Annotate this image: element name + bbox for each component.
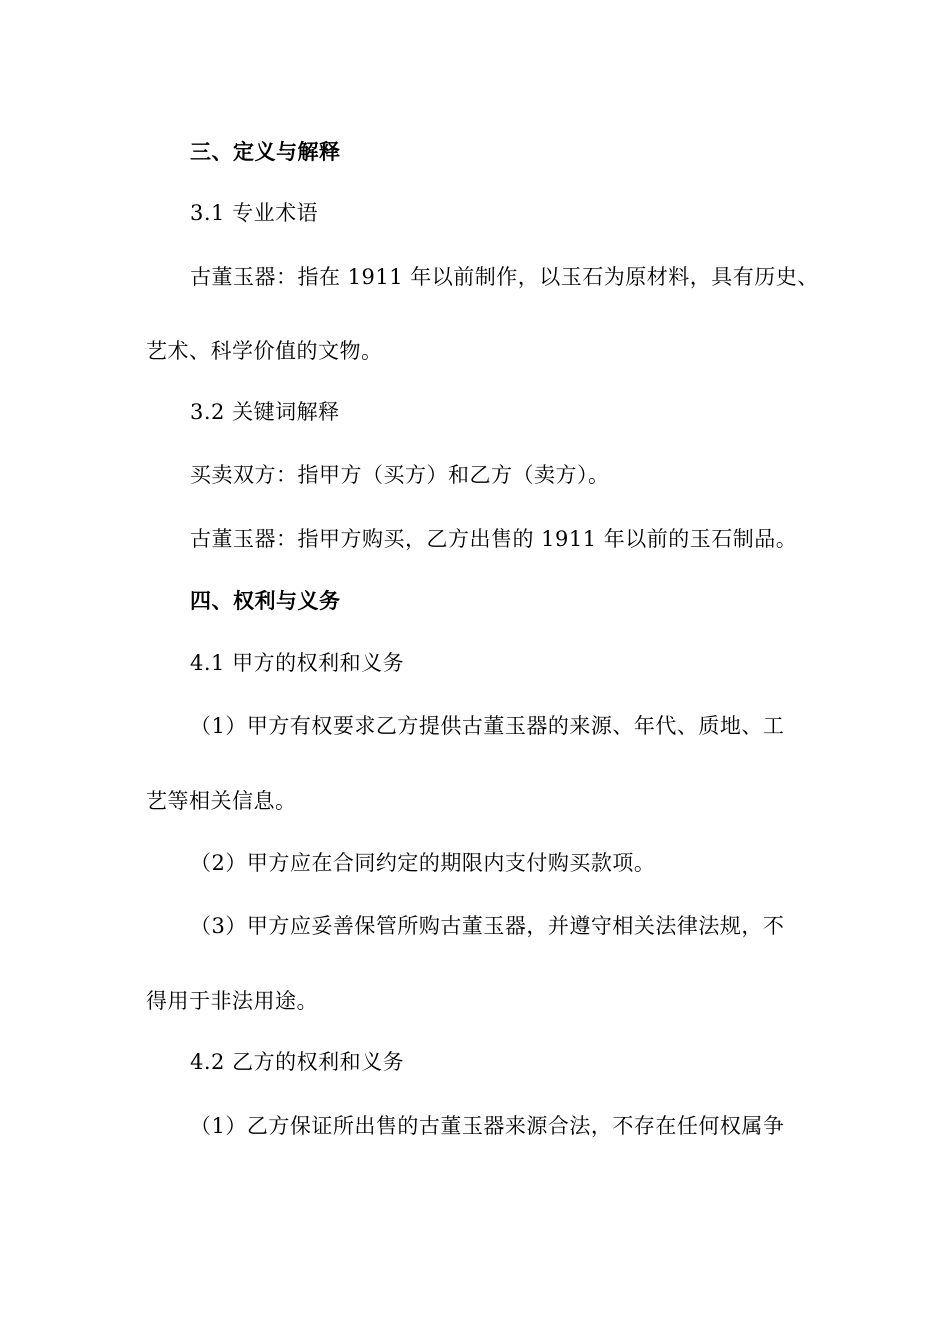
paragraph-line: （1）甲方有权要求乙方提供古董玉器的来源、年代、质地、工 <box>190 714 785 738</box>
section-heading-4: 四、权利与义务 <box>190 588 341 613</box>
paragraph-line: （1）乙方保证所出售的古董玉器来源合法，不存在任何权属争 <box>190 1114 785 1138</box>
paragraph-line: 古董玉器：指甲方购买，乙方出售的 1911 年以前的玉石制品。 <box>190 527 798 551</box>
subsection-title-3-2: 3.2 关键词解释 <box>190 400 340 424</box>
paragraph-line: 买卖双方：指甲方（买方）和乙方（卖方）。 <box>190 463 610 487</box>
paragraph-line: 艺术、科学价值的文物。 <box>146 339 383 363</box>
paragraph-line: （3）甲方应妥善保管所购古董玉器，并遵守相关法律法规，不 <box>190 914 785 938</box>
paragraph-line: 得用于非法用途。 <box>146 989 318 1013</box>
paragraph-line: 古董玉器：指在 1911 年以前制作，以玉石为原材料，具有历史、 <box>190 265 819 289</box>
subsection-title-4-1: 4.1 甲方的权利和义务 <box>190 651 405 675</box>
subsection-title-4-2: 4.2 乙方的权利和义务 <box>190 1050 405 1074</box>
paragraph-line: 艺等相关信息。 <box>146 789 297 813</box>
paragraph-line: （2）甲方应在合同约定的期限内支付购买款项。 <box>190 851 656 875</box>
subsection-title-3-1: 3.1 专业术语 <box>190 201 319 225</box>
section-heading-3: 三、定义与解释 <box>190 139 341 164</box>
